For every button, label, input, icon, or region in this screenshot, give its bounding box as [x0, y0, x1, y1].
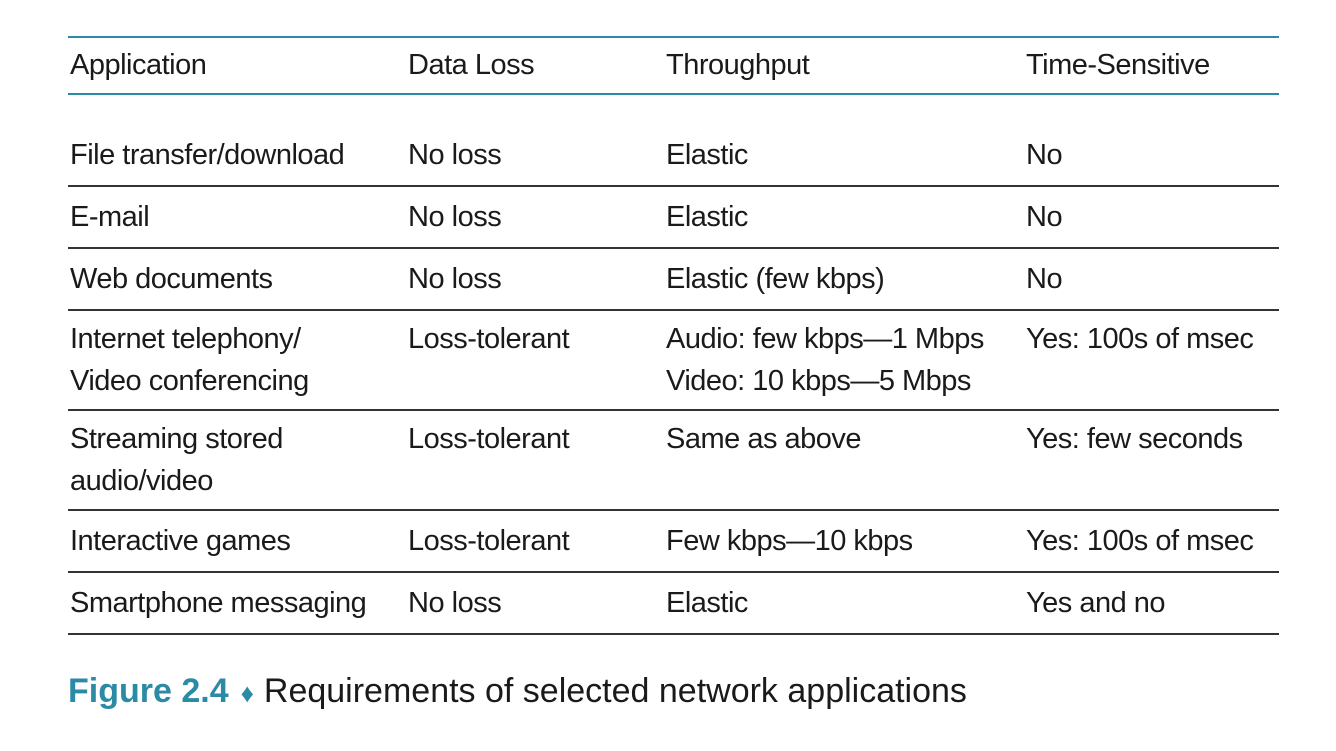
cell-data-loss: No loss [408, 263, 502, 295]
cell-application: Web documents [70, 263, 273, 295]
table-row [68, 125, 1279, 186]
cell-throughput: Elastic [666, 201, 748, 233]
cell-application: Streaming stored audio/video [70, 423, 283, 497]
figure-caption [68, 672, 967, 711]
cell-data-loss: Loss-tolerant [408, 423, 570, 455]
cell-time-sensitive: Yes: few seconds [1026, 423, 1243, 455]
cell-time-sensitive: Yes and no [1026, 587, 1166, 619]
requirements-figure [68, 36, 1279, 635]
cell-throughput: Same as above [666, 423, 862, 455]
table-row [68, 248, 1279, 310]
table-row [68, 310, 1279, 410]
cell-throughput: Few kbps—10 kbps [666, 525, 913, 557]
cell-throughput: Elastic (few kbps) [666, 263, 885, 295]
cell-application: Internet telephony/ Video conferencing [70, 323, 309, 397]
cell-throughput: Audio: few kbps—1 Mbps Video: 10 kbps—5 Mbps [666, 323, 984, 397]
figure-caption-text: Requirements of selected network applications [263, 672, 967, 710]
table-row [68, 186, 1279, 248]
table-spacer [68, 94, 1279, 125]
cell-throughput: Elastic [666, 587, 748, 619]
diamond-icon: ♦ [240, 678, 254, 708]
header-data-loss: Data Loss [408, 49, 535, 81]
table-row [68, 410, 1279, 510]
cell-application: Smartphone messaging [70, 587, 367, 619]
cell-application: E-mail [70, 201, 150, 233]
cell-data-loss: Loss-tolerant [408, 323, 570, 355]
table-row [68, 510, 1279, 572]
cell-time-sensitive: No [1026, 139, 1063, 171]
cell-application: Interactive games [70, 525, 291, 557]
cell-time-sensitive: No [1026, 263, 1063, 295]
cell-data-loss: No loss [408, 201, 502, 233]
cell-data-loss: Loss-tolerant [408, 525, 570, 557]
cell-throughput: Elastic [666, 139, 748, 171]
figure-label: Figure 2.4 [68, 672, 229, 710]
header-throughput: Throughput [666, 49, 810, 81]
cell-time-sensitive: Yes: 100s of msec [1026, 323, 1254, 355]
table-header-row [68, 37, 1279, 94]
table-row [68, 572, 1279, 634]
header-application: Application [70, 49, 207, 81]
header-time-sensitive: Time-Sensitive [1026, 49, 1210, 81]
cell-application: File transfer/download [70, 139, 345, 171]
requirements-table [68, 36, 1279, 635]
cell-time-sensitive: No [1026, 201, 1063, 233]
cell-data-loss: No loss [408, 139, 502, 171]
cell-time-sensitive: Yes: 100s of msec [1026, 525, 1254, 557]
cell-data-loss: No loss [408, 587, 502, 619]
